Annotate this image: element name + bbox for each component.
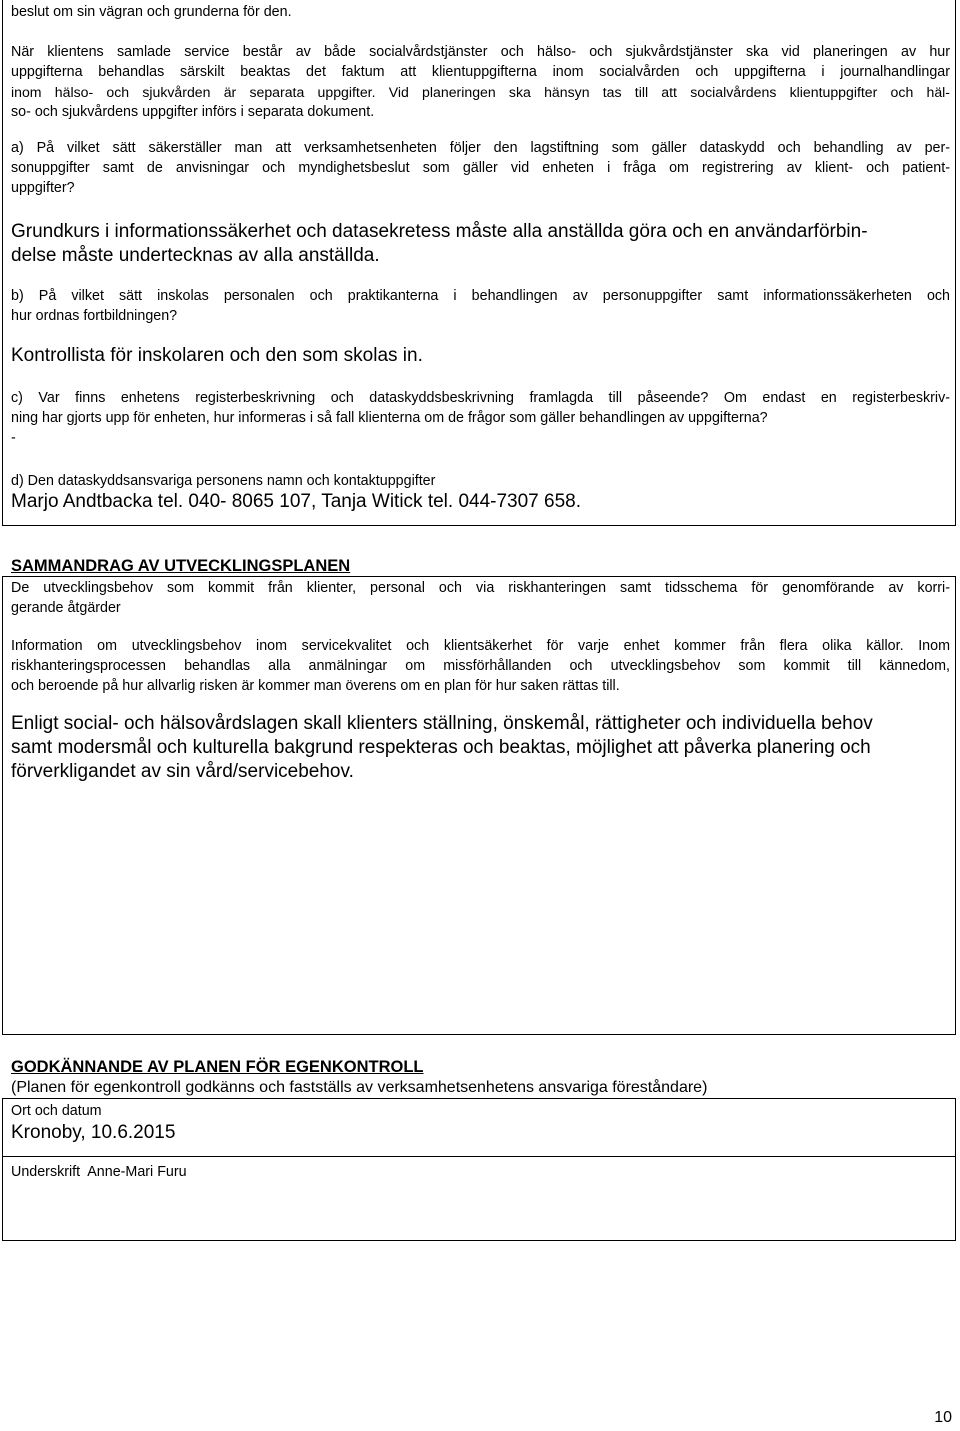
answer-a: Grundkurs i informationssäkerhet och datasekretess måste alla anställda göra och en användarförbin- delse måste undertecknas av alla anställda. [11, 221, 868, 266]
signature-label: Underskrift Anne-Mari Furu [11, 1164, 187, 1180]
summary-paragraph-2: Enligt social- och hälsovårdslagen skall klienters ställning, önskemål, rättigheter och individuella behov samt modersmål och kulturella bakgrund respekteras och beaktas, möjlighet att påverka planering och förverkligandet av sin vård/servicebehov. [11, 713, 873, 782]
question-b: b) På vilket sätt inskolas personalen och praktikanterna i behandlingen av personuppgifter samt informationssäkerheten och hur ordnas fortbildningen? [11, 288, 950, 324]
text-line-continued: beslut om sin vägran och grunderna för den. [11, 4, 292, 20]
approval-subheading: (Planen för egenkontroll godkänns och fastställs av verksamhetsenhetens ansvariga föreståndare) [11, 1079, 708, 1096]
place-date-label: Ort och datum [11, 1103, 102, 1119]
approval-heading: GODKÄNNANDE AV PLANEN FÖR EGENKONTROLL [11, 1058, 424, 1076]
summary-heading: SAMMANDRAG AV UTVECKLINGSPLANEN [11, 557, 351, 575]
answer-b: Kontrollista för inskolaren och den som skolas in. [11, 345, 423, 366]
answer-d: Marjo Andtbacka tel. 040- 8065 107, Tanja Witick tel. 044-7307 658. [11, 491, 582, 512]
question-a: a) På vilket sätt säkerställer man att verksamhetsenheten följer den lagstiftning som gäller dataskydd och behandling av per- sonuppgifter samt de anvisningar och myndighetsbeslut som gäller vid enheten i fråga om registrering av klient- och patient- uppgifter? [11, 140, 950, 196]
question-c: c) Var finns enhetens registerbeskrivning och dataskyddsbeskrivning framlagda till påseende? Om endast en registerbeskriv- ning har gjorts upp för enheten, hur informeras i så fall klienterna om de frågor som gäller behandlingen av uppgifterna? [11, 390, 950, 426]
summary-description: De utvecklingsbehov som kommit från klienter, personal och via riskhanteringen samt tidsschema för genomförande av korri- gerande åtgärder [11, 580, 950, 616]
summary-paragraph-1: Information om utvecklingsbehov inom servicekvalitet och klientsäkerhet för varje enhet kommer från flera olika källor. Inom riskhanteringsprocessen behandlas alla anmälningar om missförhållanden och utvecklingsbehov som kommit till kännedom, och beroende på hur allvarlig risken är kommer man överens om en plan för hur saken rättas till. [11, 638, 950, 694]
intro-paragraph: När klientens samlade service består av både socialvårdstjänster och hälso- och sjukvårdstjänster ska vid planeringen av hur uppgifterna behandlas särskilt beaktas det faktum att klientuppgifterna inom socialvården och uppgifterna i journalhandlingar inom hälso- och sjukvården är separata uppgifter. Vid planeringen ska hänsyn tas till att socialvårdens klientuppgifter och häl- so- och sjukvårdens uppgifter införs i separata dokument. [11, 44, 950, 120]
approval-divider [2, 1156, 956, 1157]
answer-c: - [11, 430, 16, 446]
page-number: 10 [934, 1409, 952, 1426]
question-d: d) Den dataskyddsansvariga personens namn och kontaktuppgifter [11, 473, 436, 489]
place-date-value: Kronoby, 10.6.2015 [11, 1122, 176, 1143]
